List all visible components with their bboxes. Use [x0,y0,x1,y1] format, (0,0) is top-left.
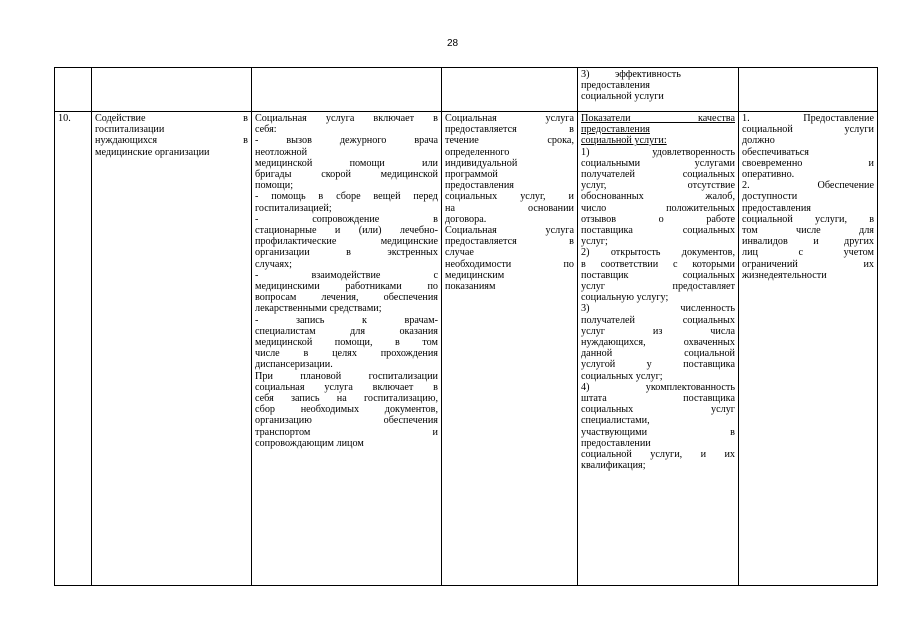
text-line: социальной услуги: [581,135,667,147]
text-line: предоставления [581,80,650,92]
text-line: - помощь в сборе вещей перед [255,191,438,203]
text-line: предоставляется в [445,236,574,248]
text-line: предоставлении [581,437,651,449]
cell-conditions-prev [739,68,878,112]
text-line: своевременно и [742,157,874,169]
text-line: на основании [445,202,574,214]
text-line: показаниям [445,281,496,293]
text-line: услуг, отсутствие [581,180,735,192]
text-line: неотложной [255,146,308,158]
text-line: инвалидов и других [742,236,874,248]
text-line: медицинской помощи или [255,157,438,169]
text-line: специалистами, [581,415,650,427]
text-line: социальных услуг, и [445,191,574,203]
text-line: случаях; [255,258,292,270]
text-line: участвующими в [581,426,735,438]
text-line: нуждающихся в [95,135,248,147]
text-line: определенного [445,146,510,158]
cell-row-number: 10. [55,112,92,586]
text-line: социальных услуг; [581,370,663,382]
cell-term-prev [442,68,578,112]
text-line: необходимости по [445,258,574,270]
text-line: сбор необходимых документов, [255,404,438,416]
text-line: организацию обеспечения [255,415,438,427]
text-line: том числе для [742,225,874,237]
text-line: отзывов о работе [581,213,735,225]
text-line: При плановой госпитализации [255,370,438,382]
indicators-list [581,147,735,472]
services-table [54,67,878,586]
text-line: сопровождающим лицом [255,437,364,449]
text-line: - взаимодействие с [255,269,438,281]
text-line: услуг предоставляет [581,281,735,293]
text-line: поставщика социальных [581,225,735,237]
text-line: социальными услугами [581,157,735,169]
text-line: социальных услуг [581,404,735,416]
text-line: профилактические медицинские [255,236,438,248]
text-line: специалистам для оказания [255,325,438,337]
text-line: обоснованных жалоб, [581,191,735,203]
text-line: 1. Предоставление [742,113,874,124]
text-line: случае [445,247,474,259]
text-line: стационарные и (или) лечебно- [255,225,438,237]
table-row [55,112,878,586]
text-line: жизнедеятельности [742,269,827,281]
text-line: медицинскими работниками по [255,281,438,293]
text-line: медицинским [445,269,505,281]
text-line: течение срока, [445,135,574,147]
text-line: госпитализации [95,124,165,136]
indicators-heading [581,113,735,147]
text-line: себя запись на госпитализацию, [255,393,438,405]
text-line: поставщик социальных [581,269,735,281]
text-line: Содействие в [95,113,248,124]
cell-number-prev [55,68,92,112]
text-line: вопросам лечения, обеспечения [255,292,438,304]
text-line: социальную услугу; [581,292,669,304]
text-line: программой [445,169,498,181]
text-line: должно [742,135,775,147]
text-line: социальной услуги, и их [581,449,735,461]
cell-indicators-prev [578,68,739,112]
text-line: ограничений их [742,258,874,270]
cell-service-name [92,112,252,586]
text-line: диспансеризации. [255,359,333,371]
text-line: квалификация; [581,460,646,472]
text-line: числе в целях прохождения [255,348,438,360]
text-line: 4) укомплектованность [581,381,735,393]
text-line: - запись к врачам- [255,314,438,326]
text-line: социальной услуги, в [742,213,874,225]
text-line: лиц с учетом [742,247,874,259]
text-line: получателей социальных [581,314,735,326]
text-line: медицинской помощи, в том [255,337,438,349]
text-line: помощи; [255,180,294,192]
text-line: 3) численность [581,303,735,315]
text-line: социальная услуга включает в [255,381,438,393]
text-line: бригады скорой медицинской [255,169,438,181]
text-line: медицинские организации [95,146,210,158]
text-line: предоставляется в [445,124,574,136]
text-line: услуг из числа [581,325,735,337]
text-line: доступности [742,191,798,203]
text-line: - вызов дежурного врача [255,135,438,147]
text-line: Показатели качества [581,113,735,124]
page-number: 28 [446,38,459,49]
cell-service-content [252,112,442,586]
text-line: договора. [445,213,487,225]
text-line: оперативно. [742,169,795,181]
cell-content-prev [252,68,442,112]
text-line: услугой у поставщика [581,359,735,371]
text-line: обеспечиваться [742,146,809,158]
cell-quality-indicators [578,112,739,586]
text-line: лекарственными средствами; [255,303,382,315]
text-line: 2. Обеспечение [742,180,874,192]
text-line: Социальная услуга [445,113,574,124]
cell-service-conditions [739,112,878,586]
text-line: услуг; [581,236,608,248]
text-line: организации в экстренных [255,247,438,259]
text-line: 3) эффективность [581,69,681,80]
text-line: штата поставщика [581,393,735,405]
text-line: транспортом и [255,426,438,438]
text-line: 2) открытость документов, [581,247,735,259]
text-line: предоставления [445,180,514,192]
text-line: данной социальной [581,348,735,360]
text-line: число положительных [581,202,735,214]
text-line: в соответствии с которыми [581,258,735,270]
text-line: Социальная услуга включает в [255,113,438,124]
text-line: получателей социальных [581,169,735,181]
text-line: индивидуальной [445,157,518,169]
text-line: - сопровождение в [255,213,438,225]
text-line: социальной услуги [581,91,664,103]
text-line: предоставления [742,202,811,214]
text-line: нуждающихся, охваченных [581,337,735,349]
text-line: 1) удовлетворенность [581,146,735,158]
continuation-row [55,68,878,112]
text-line: предоставления [581,124,650,136]
text-line: Социальная услуга [445,225,574,237]
cell-service-term [442,112,578,586]
text-line: социальной услуги [742,124,874,136]
text-line: себя: [255,124,277,136]
text-line: госпитализацией; [255,202,332,214]
cell-name-prev [92,68,252,112]
